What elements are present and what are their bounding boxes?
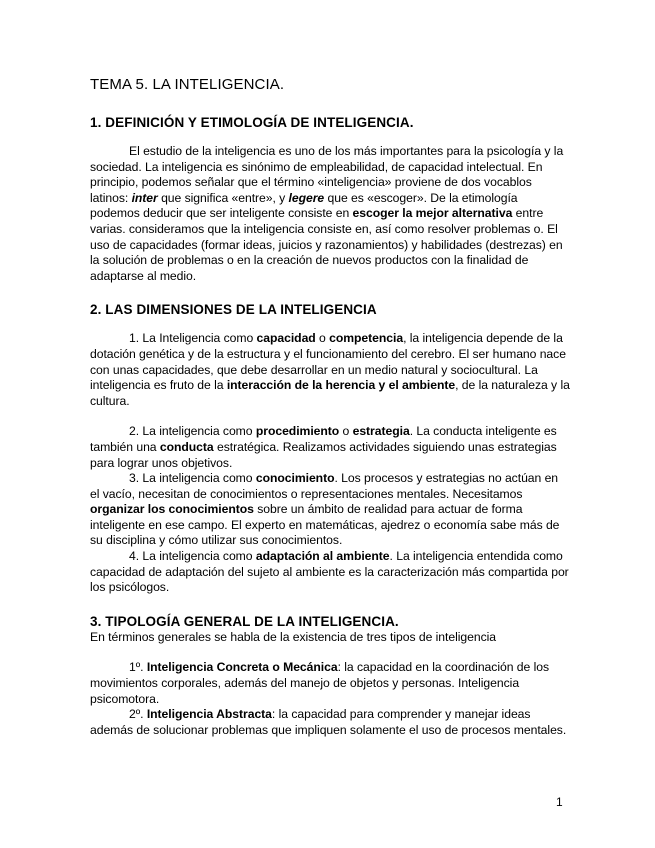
section-1-paragraph: El estudio de la inteligencia es uno de los más importantes para la psicología y la sociedad. La inteligencia es sinónimo de empleabilidad, de capacidad intelectual. En principio, podemos señalar que el término «inteligencia» proviene de dos vocablos latinos: inter que significa «entre», y legere que es «escoger». De la etimología podemos deducir que ser inteligente consiste en escoger la mejor alternativa entre varias. consideramos que la inteligencia consiste en, así como resolver problemas o. El uso de capacidades (formar ideas, juicios y razonamientos) y habilidades (destrezas) en la solución de problemas o en la creación de nuevos productos con la finalidad de adaptarse al medio. <box>90 144 564 283</box>
section-2-heading: 2. LAS DIMENSIONES DE LA INTELIGENCIA <box>90 302 377 318</box>
term-legere: legere <box>288 190 325 205</box>
type-item-1: 1º. Inteligencia Concreta o Mecánica: la capacidad en la coordinación de los movimientos corporales, además del manejo de objetos y personas. Inteligencia psicomotora. <box>90 660 550 706</box>
type-item-2: 2º. Inteligencia Abstracta: la capacidad para comprender y manejar ideas además de solucionar problemas que impliquen solamente el uso de procesos mentales. <box>90 707 567 737</box>
dimension-item-1: 1. La Inteligencia como capacidad o competencia, la inteligencia depende de la dotación genética y de la estructura y el funcionamiento del cerebro. El ser humano nace con unas capacidades, que debe desarrollar en un medio natural y sociocultural. La inteligencia es fruto de la interacción de la herencia y el ambiente, de la naturaleza y la cultura. <box>90 331 570 408</box>
dimension-item-2: 2. La inteligencia como procedimiento o estrategia. La conducta inteligente es también una conducta estratégica. Realizamos actividades siguiendo unas estrategias para lograr unos objetivos. <box>90 424 557 470</box>
section-1-heading: 1. DEFINICIÓN Y ETIMOLOGÍA DE INTELIGENCIA. <box>90 115 414 130</box>
emphasis-escoger: escoger la mejor alternativa <box>352 206 513 221</box>
section-3-intro: En términos generales se habla de la existencia de tres tipos de inteligencia <box>90 629 497 644</box>
term-inter: inter <box>131 190 158 205</box>
page-number: 1 <box>556 795 563 809</box>
page-title: TEMA 5. LA INTELIGENCIA. <box>90 76 285 93</box>
dimension-item-3: 3. La inteligencia como conocimiento. Los procesos y estrategias no actúan en el vacío, necesitan de conocimientos o representaciones mentales. Necesitamos organizar los conocimientos sobre un ámbito de realidad para actuar de forma inteligente en ese campo. El experto en matemáticas, ajedrez o economía sabe más de su disciplina y cómo utilizar sus conocimientos. <box>90 471 560 548</box>
dimension-item-4: 4. La inteligencia como adaptación al ambiente. La inteligencia entendida como capacidad de adaptación del sujeto al ambiente es la caracterización más compartida por los psicólogos. <box>90 549 569 595</box>
section-3-heading: 3. TIPOLOGÍA GENERAL DE LA INTELIGENCIA. <box>90 613 399 629</box>
document-body <box>90 76 570 738</box>
